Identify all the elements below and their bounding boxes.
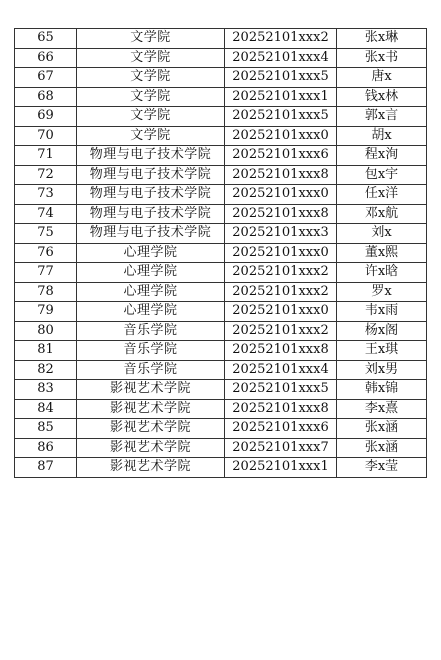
student-id-cell: 20252101xxx0	[225, 302, 337, 322]
row-number-cell: 83	[15, 380, 77, 400]
row-number-cell: 73	[15, 185, 77, 205]
student-name-cell: 杨x阁	[337, 321, 427, 341]
department-cell: 文学院	[77, 29, 225, 49]
student-id-cell: 20252101xxx5	[225, 68, 337, 88]
student-name-cell: 王x琪	[337, 341, 427, 361]
department-cell: 文学院	[77, 126, 225, 146]
department-cell: 心理学院	[77, 282, 225, 302]
department-cell: 文学院	[77, 68, 225, 88]
department-cell: 音乐学院	[77, 321, 225, 341]
row-number-cell: 80	[15, 321, 77, 341]
table-row	[15, 87, 427, 107]
department-cell: 音乐学院	[77, 341, 225, 361]
student-id-cell: 20252101xxx2	[225, 263, 337, 283]
table-row	[15, 360, 427, 380]
student-name-cell: 刘x男	[337, 360, 427, 380]
table-row	[15, 224, 427, 244]
row-number-cell: 84	[15, 399, 77, 419]
department-cell: 文学院	[77, 48, 225, 68]
student-id-cell: 20252101xxx5	[225, 107, 337, 127]
table-row	[15, 185, 427, 205]
student-name-cell: 韦x雨	[337, 302, 427, 322]
table-row	[15, 458, 427, 478]
student-id-cell: 20252101xxx5	[225, 380, 337, 400]
table-row	[15, 243, 427, 263]
row-number-cell: 82	[15, 360, 77, 380]
student-name-cell: 邓x航	[337, 204, 427, 224]
table-row	[15, 341, 427, 361]
row-number-cell: 76	[15, 243, 77, 263]
row-number-cell: 69	[15, 107, 77, 127]
student-id-cell: 20252101xxx2	[225, 29, 337, 49]
table-row	[15, 419, 427, 439]
table-row	[15, 282, 427, 302]
student-name-cell: 韩x锦	[337, 380, 427, 400]
table-row	[15, 263, 427, 283]
row-number-cell: 71	[15, 146, 77, 166]
student-id-cell: 20252101xxx6	[225, 146, 337, 166]
student-id-cell: 20252101xxx8	[225, 204, 337, 224]
student-id-cell: 20252101xxx8	[225, 165, 337, 185]
student-name-cell: 唐x	[337, 68, 427, 88]
department-cell: 文学院	[77, 87, 225, 107]
student-id-cell: 20252101xxx0	[225, 126, 337, 146]
table-row	[15, 126, 427, 146]
student-id-cell: 20252101xxx4	[225, 360, 337, 380]
row-number-cell: 65	[15, 29, 77, 49]
student-name-cell: 张x涵	[337, 438, 427, 458]
row-number-cell: 77	[15, 263, 77, 283]
student-id-cell: 20252101xxx6	[225, 419, 337, 439]
department-cell: 物理与电子技术学院	[77, 204, 225, 224]
student-name-cell: 许x晗	[337, 263, 427, 283]
roster-body	[15, 29, 427, 478]
student-id-cell: 20252101xxx4	[225, 48, 337, 68]
student-name-cell: 张x书	[337, 48, 427, 68]
student-name-cell: 任x洋	[337, 185, 427, 205]
student-id-cell: 20252101xxx7	[225, 438, 337, 458]
row-number-cell: 68	[15, 87, 77, 107]
student-name-cell: 刘x	[337, 224, 427, 244]
student-id-cell: 20252101xxx3	[225, 224, 337, 244]
table-row	[15, 438, 427, 458]
row-number-cell: 81	[15, 341, 77, 361]
department-cell: 文学院	[77, 107, 225, 127]
department-cell: 影视艺术学院	[77, 380, 225, 400]
student-id-cell: 20252101xxx2	[225, 321, 337, 341]
department-cell: 心理学院	[77, 243, 225, 263]
student-name-cell: 郭x言	[337, 107, 427, 127]
table-row	[15, 68, 427, 88]
table-row	[15, 302, 427, 322]
row-number-cell: 72	[15, 165, 77, 185]
department-cell: 心理学院	[77, 263, 225, 283]
department-cell: 影视艺术学院	[77, 458, 225, 478]
row-number-cell: 86	[15, 438, 77, 458]
student-id-cell: 20252101xxx2	[225, 282, 337, 302]
department-cell: 物理与电子技术学院	[77, 165, 225, 185]
table-row	[15, 107, 427, 127]
department-cell: 物理与电子技术学院	[77, 224, 225, 244]
row-number-cell: 70	[15, 126, 77, 146]
student-name-cell: 胡x	[337, 126, 427, 146]
department-cell: 心理学院	[77, 302, 225, 322]
department-cell: 音乐学院	[77, 360, 225, 380]
student-id-cell: 20252101xxx8	[225, 341, 337, 361]
student-name-cell: 张x涵	[337, 419, 427, 439]
department-cell: 影视艺术学院	[77, 438, 225, 458]
row-number-cell: 78	[15, 282, 77, 302]
department-cell: 影视艺术学院	[77, 399, 225, 419]
student-name-cell: 董x熙	[337, 243, 427, 263]
table-row	[15, 29, 427, 49]
student-name-cell: 李x熹	[337, 399, 427, 419]
student-id-cell: 20252101xxx0	[225, 243, 337, 263]
student-name-cell: 包x宇	[337, 165, 427, 185]
row-number-cell: 87	[15, 458, 77, 478]
table-row	[15, 48, 427, 68]
row-number-cell: 85	[15, 419, 77, 439]
student-name-cell: 李x莹	[337, 458, 427, 478]
student-roster-table	[14, 28, 427, 478]
department-cell: 物理与电子技术学院	[77, 185, 225, 205]
department-cell: 影视艺术学院	[77, 419, 225, 439]
student-id-cell: 20252101xxx1	[225, 87, 337, 107]
student-name-cell: 钱x林	[337, 87, 427, 107]
table-row	[15, 321, 427, 341]
row-number-cell: 66	[15, 48, 77, 68]
table-row	[15, 204, 427, 224]
row-number-cell: 67	[15, 68, 77, 88]
student-id-cell: 20252101xxx1	[225, 458, 337, 478]
student-name-cell: 程x洵	[337, 146, 427, 166]
student-name-cell: 罗x	[337, 282, 427, 302]
department-cell: 物理与电子技术学院	[77, 146, 225, 166]
table-row	[15, 146, 427, 166]
table-row	[15, 165, 427, 185]
row-number-cell: 79	[15, 302, 77, 322]
table-row	[15, 399, 427, 419]
student-id-cell: 20252101xxx0	[225, 185, 337, 205]
row-number-cell: 75	[15, 224, 77, 244]
row-number-cell: 74	[15, 204, 77, 224]
table-row	[15, 380, 427, 400]
student-name-cell: 张x琳	[337, 29, 427, 49]
student-id-cell: 20252101xxx8	[225, 399, 337, 419]
